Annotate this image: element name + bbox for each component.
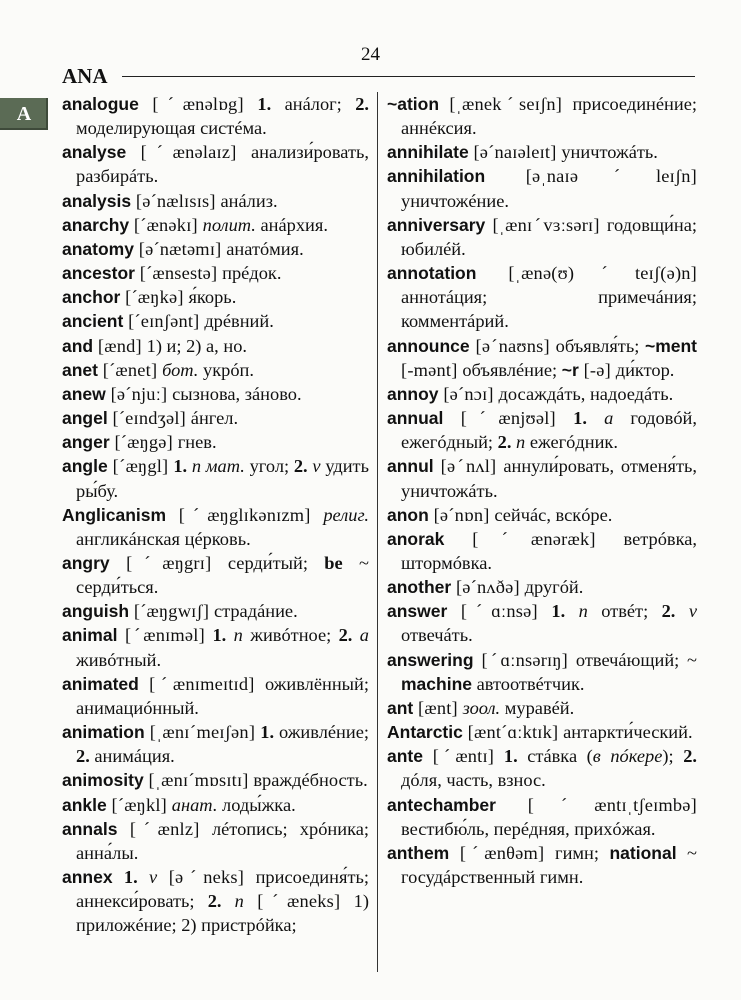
- pronunciation: [ˊɑːnsə]: [447, 601, 552, 622]
- dictionary-entry: [387, 164, 697, 212]
- sense-number: 2.: [661, 601, 676, 622]
- definition-text: [352, 625, 359, 645]
- headword: ~ment: [644, 335, 698, 356]
- headword: ~ation: [387, 94, 440, 114]
- definition-text: áнгел.: [190, 408, 239, 429]
- header-rule: [122, 76, 695, 77]
- definition-text: отвéт;: [587, 601, 662, 622]
- headword: anguish: [62, 601, 130, 622]
- definition-text: ветрóвка, штормóвка.: [401, 528, 697, 573]
- definition-text: оживлéние;: [274, 722, 370, 743]
- pronunciation: [ˊæntɪ]: [422, 746, 504, 767]
- pronunciation: [əˌnaɪəˊleɪʃn]: [485, 166, 697, 187]
- pronunciation: [ænd]: [93, 335, 147, 356]
- headword: anatomy: [62, 238, 134, 259]
- pronunciation: [ˊeɪnʃənt]: [123, 311, 205, 332]
- headword: answer: [387, 601, 448, 622]
- definition-text: объявля́ть;: [555, 335, 645, 356]
- pronunciation: [æntˊɑːktɪk]: [462, 722, 564, 743]
- headword: and: [62, 335, 94, 356]
- dictionary-entry: [387, 382, 697, 406]
- headword: anet: [62, 359, 98, 380]
- sense-number: 1.: [503, 746, 518, 767]
- headword: annex: [62, 867, 113, 887]
- headword: annual: [387, 408, 444, 429]
- dictionary-entry: [387, 575, 697, 599]
- definition-text: ~ серди́ться.: [76, 552, 369, 598]
- sense-number: 1.: [551, 601, 566, 622]
- definition-text: страдáние.: [213, 601, 298, 622]
- pronunciation: [əˊnʌðə]: [451, 577, 525, 598]
- dictionary-entry: [387, 720, 697, 744]
- definition-text: ди́ктор.: [615, 359, 675, 380]
- pronunciation: [əˊnælɪsɪs]: [131, 190, 221, 211]
- definition-text: ежегóдник.: [525, 432, 618, 453]
- definition-text: прéдок.: [222, 263, 282, 284]
- definition-text: враждéбность.: [253, 770, 368, 791]
- dictionary-entry: [387, 696, 697, 720]
- headword: ~r: [561, 359, 579, 380]
- headword: annihilation: [387, 166, 486, 187]
- pronunciation: [ˊɑːnsərɪŋ]: [473, 649, 576, 670]
- left-column: [62, 92, 369, 937]
- definition-text: вестибю́ль, перéдняя, прихóжая.: [401, 818, 656, 839]
- pronunciation: [ˊæŋkl]: [106, 794, 172, 815]
- dictionary-entry: [62, 285, 369, 309]
- label: n: [516, 432, 526, 453]
- pronunciation: [əˊnaʊns]: [469, 335, 556, 356]
- headword: ancestor: [62, 263, 135, 284]
- definition-text: автоотвéтчик.: [472, 673, 585, 694]
- headword: anew: [62, 383, 106, 404]
- headword: analysis: [62, 190, 132, 211]
- definition-text: укрóп.: [198, 359, 254, 380]
- dictionary-entry: [62, 92, 369, 140]
- sense-number: 1.: [260, 722, 275, 743]
- headword: anger: [62, 432, 110, 453]
- pronunciation: [ˊænəlaɪz]: [126, 142, 251, 163]
- label: v: [149, 867, 158, 887]
- pronunciation: [əˊnʌl]: [433, 456, 504, 477]
- sense-number: 1.: [257, 94, 272, 114]
- dictionary-entry: [387, 140, 697, 164]
- definition-text: гимн;: [555, 842, 610, 863]
- headword: anthem: [387, 842, 450, 863]
- headword: ancient: [62, 311, 124, 332]
- definition-text: [675, 601, 688, 621]
- definition-text: аннотáция; примечáния; комментáрий.: [401, 287, 697, 332]
- label: бот.: [162, 359, 199, 380]
- label: зоол.: [462, 697, 501, 718]
- dictionary-entry: [62, 817, 369, 865]
- headword: annals: [62, 818, 118, 839]
- definition-text: я́корь.: [188, 287, 237, 308]
- dictionary-entry: [62, 551, 369, 599]
- label: n мат.: [191, 456, 245, 477]
- dictionary-entry: [387, 334, 697, 382]
- definition-text: живóтное;: [242, 625, 339, 646]
- definition-text: удить ры́бу.: [76, 456, 369, 501]
- sense-number: 2.: [293, 456, 308, 477]
- headword: animal: [62, 625, 118, 646]
- dictionary-entry: [387, 841, 697, 889]
- pronunciation: [ˊæŋgwɪʃ]: [129, 601, 214, 622]
- headword: anniversary: [387, 214, 486, 235]
- label: n: [234, 891, 244, 912]
- headword: announce: [387, 335, 470, 356]
- sense-number: 1.: [573, 408, 587, 429]
- definition-text: [226, 625, 233, 645]
- pronunciation: [ˌænə(ʊ)ˊteɪʃ(ə)n]: [476, 263, 697, 284]
- definition-text: дрéвний.: [204, 311, 274, 332]
- sense-number: 1.: [212, 625, 227, 646]
- definition-text: [138, 867, 149, 887]
- pronunciation: [əˊnjuː]: [105, 383, 173, 404]
- definition-text: гнев.: [177, 432, 217, 453]
- label: полит.: [202, 214, 256, 235]
- definition-text: годовщи́на; юбилéй.: [401, 214, 697, 259]
- dictionary-entry: [62, 672, 369, 720]
- headword: annul: [387, 456, 434, 477]
- dictionary-entry: [62, 720, 369, 768]
- pronunciation: [ˌænɪˊvɜːsərɪ]: [485, 214, 607, 235]
- definition-text: досаждáть, надоедáть.: [498, 383, 674, 404]
- headword: ankle: [62, 794, 107, 815]
- dictionary-entry: [387, 648, 697, 696]
- definition-text: стáвка (: [517, 746, 593, 767]
- definition-text: уничтожáть.: [561, 142, 658, 163]
- dictionary-entry: [62, 406, 369, 430]
- definition-text: присоединéние; аннéксия.: [401, 94, 697, 139]
- headword: animation: [62, 722, 145, 743]
- headword: angle: [62, 456, 108, 477]
- pronunciation: [əˊnɔɪ]: [438, 383, 499, 404]
- dictionary-entry: [62, 865, 369, 937]
- definition-text: лéтопись; хрóника; анна́лы.: [76, 818, 369, 863]
- definition-text: угол;: [244, 456, 294, 477]
- definition-text: 1) приложéние; 2) пристрóйка;: [76, 891, 369, 936]
- dictionary-entry: [62, 189, 369, 213]
- definition-text: лоды́жка.: [217, 794, 296, 815]
- headword: ante: [387, 746, 423, 767]
- dictionary-entry: [62, 261, 369, 285]
- definition-text: анализи́ровать, разбирáть.: [76, 142, 369, 187]
- dictionary-entry: [387, 454, 697, 502]
- label: религ.: [323, 504, 369, 525]
- dictionary-entry: [62, 140, 369, 188]
- label: n: [578, 601, 588, 622]
- definition-text: анимáция.: [89, 746, 175, 767]
- label: анат.: [171, 794, 218, 815]
- headword: annotation: [387, 263, 477, 284]
- headword: annoy: [387, 383, 439, 404]
- headword: animated: [62, 673, 139, 694]
- definition-text: другóй.: [524, 577, 584, 598]
- pronunciation: [əˊneks]: [157, 867, 256, 887]
- pronunciation: [ˊæneks]: [243, 891, 354, 912]
- definition-text: анáлог;: [271, 94, 356, 114]
- definition-text: [222, 891, 235, 911]
- definition-text: сейчáс, вскóре.: [494, 504, 613, 525]
- pronunciation: [ˊænlz]: [117, 818, 212, 839]
- label: n: [233, 625, 243, 646]
- pronunciation: [ˊænet]: [97, 359, 163, 380]
- pronunciation: [ˊænɪmeɪtɪd]: [138, 673, 265, 694]
- definition-text: объявлéние;: [462, 359, 562, 380]
- pronunciation: [ˊeɪndʒəl]: [107, 408, 191, 429]
- dictionary-entry: [387, 599, 697, 647]
- definition-text: анáрхия.: [255, 214, 328, 235]
- label: a: [359, 625, 369, 646]
- definition-text: англикáнская цéрковь.: [76, 528, 251, 549]
- sense-number: 2.: [207, 891, 222, 912]
- definition-text: [113, 867, 124, 887]
- dictionary-entry: [62, 768, 369, 792]
- dictionary-entry: [62, 334, 369, 358]
- pronunciation: [ˊæŋglɪkənɪzm]: [166, 504, 324, 525]
- pronunciation: [ˊænθəm]: [449, 842, 556, 863]
- dictionary-entry: [387, 527, 697, 575]
- pronunciation: [ˊæŋkə]: [120, 287, 189, 308]
- headword: answering: [387, 649, 474, 670]
- headword: another: [387, 577, 452, 598]
- definition-text: муравéй.: [500, 697, 575, 718]
- definition-text: присоединя́ть; аннекси́ровать;: [76, 867, 369, 912]
- definition-text: анáлиз.: [220, 190, 278, 211]
- definition-text: дóля, часть, взнос.: [401, 770, 546, 791]
- pronunciation: [ˊæŋgrɪ]: [109, 552, 228, 573]
- headword: anorak: [387, 528, 445, 549]
- headword: national: [609, 842, 677, 863]
- dictionary-entry: [62, 309, 369, 333]
- label: a: [604, 408, 614, 429]
- dictionary-entry: [387, 793, 697, 841]
- sense-number: 2.: [338, 625, 353, 646]
- dictionary-entry: [62, 237, 369, 261]
- definition-text: [565, 601, 578, 621]
- headword: animosity: [62, 770, 144, 791]
- label: в пóкере: [592, 746, 663, 767]
- headword: Antarctic: [387, 722, 463, 743]
- sense-number: 2.: [355, 94, 369, 114]
- pronunciation: [-ə]: [578, 359, 616, 380]
- headword: analyse: [62, 142, 127, 163]
- label: v: [688, 601, 697, 622]
- dictionary-entry: [62, 358, 369, 382]
- pronunciation: [ˊænsestə]: [134, 263, 223, 284]
- sense-number: 2.: [76, 746, 90, 767]
- pronunciation: [ænt]: [413, 697, 463, 718]
- headword: anchor: [62, 287, 121, 308]
- pronunciation: [ˊænjʊəl]: [443, 408, 574, 429]
- headword: angel: [62, 408, 108, 429]
- definition-text: [587, 408, 604, 428]
- dictionary-entry: [62, 213, 369, 237]
- letter-tab: A: [0, 98, 48, 130]
- pronunciation: [-mənt]: [401, 359, 463, 380]
- page-number: 24: [361, 44, 380, 65]
- pronunciation: [əˊnætəmɪ]: [133, 238, 227, 259]
- dictionary-entry: [62, 793, 369, 817]
- headword: Anglicanism: [62, 504, 167, 525]
- dictionary-entry: [387, 213, 697, 261]
- pronunciation: [ˊænɪməl]: [117, 625, 213, 646]
- dictionary-entry: [387, 406, 697, 454]
- headword: analogue: [62, 94, 139, 114]
- dictionary-entry: [387, 744, 697, 792]
- headword: annihilate: [387, 142, 469, 163]
- pronunciation: [ˊæŋgl]: [107, 456, 174, 477]
- sense-number: 1.: [123, 867, 138, 887]
- pronunciation: [ˊænəlɒg]: [138, 94, 258, 114]
- definition-text: уничтожéние.: [401, 190, 509, 211]
- definition-text: );: [662, 746, 684, 767]
- sense-number: 2.: [497, 432, 512, 453]
- definition-text: серди́тый;: [227, 552, 325, 573]
- definition-text: ~ госудáрственный гимн.: [401, 842, 697, 887]
- dictionary-entry: [62, 623, 369, 671]
- headword: anarchy: [62, 214, 130, 235]
- definition-text: оживлённый; анимациóнный.: [76, 673, 369, 718]
- pronunciation: [ˊæntɪˌtʃeɪmbə]: [495, 794, 697, 815]
- pronunciation: [əˊnɒn]: [428, 504, 495, 525]
- definition-text: 1) и; 2) а, но.: [146, 335, 248, 356]
- dictionary-entry: [62, 454, 369, 502]
- definition-text: моделирующая систéма.: [76, 118, 267, 139]
- headword: ant: [387, 697, 414, 718]
- pronunciation: [ˊæŋgə]: [109, 432, 178, 453]
- sense-number: 1.: [173, 456, 188, 477]
- dictionary-entry: [387, 261, 697, 333]
- column-divider: [377, 92, 378, 972]
- dictionary-entry: [62, 599, 369, 623]
- definition-text: анатóмия.: [226, 238, 304, 259]
- definition-text: годовóй, ежегóдный;: [401, 408, 697, 453]
- right-column: [387, 92, 697, 889]
- definition-text: аннули́ровать, отменя́ть, уничтожáть.: [401, 456, 697, 501]
- dictionary-entry: [62, 382, 369, 406]
- sense-number: be: [324, 552, 343, 573]
- pronunciation: [ˌænɪˊmɒsɪtɪ]: [143, 770, 254, 791]
- definition-text: отвечáющий; ~: [575, 649, 697, 670]
- definition-text: живóтный.: [76, 649, 162, 670]
- dictionary-entry: [62, 430, 369, 454]
- pronunciation: [ˊænəkɪ]: [129, 214, 203, 235]
- pronunciation: [ˌænekˊseɪʃn]: [439, 94, 573, 114]
- label: v: [312, 456, 321, 477]
- pronunciation: [əˊnaɪəleɪt]: [468, 142, 562, 163]
- sense-number: 2.: [683, 746, 697, 767]
- pronunciation: [ˊænəræk]: [444, 528, 624, 549]
- guide-word: ANA: [62, 64, 108, 88]
- headword: machine: [401, 673, 472, 694]
- definition-text: отвечáть.: [401, 625, 473, 646]
- dictionary-entry: [387, 503, 697, 527]
- headword: antechamber: [387, 794, 496, 815]
- definition-text: антаркти́ческий.: [563, 722, 693, 743]
- dictionary-entry: [387, 92, 697, 140]
- pronunciation: [ˌænɪˊmeɪʃən]: [144, 722, 261, 743]
- definition-text: сызнова, зáново.: [172, 383, 302, 404]
- dictionary-entry: [62, 503, 369, 551]
- headword: anon: [387, 504, 429, 525]
- headword: angry: [62, 552, 110, 573]
